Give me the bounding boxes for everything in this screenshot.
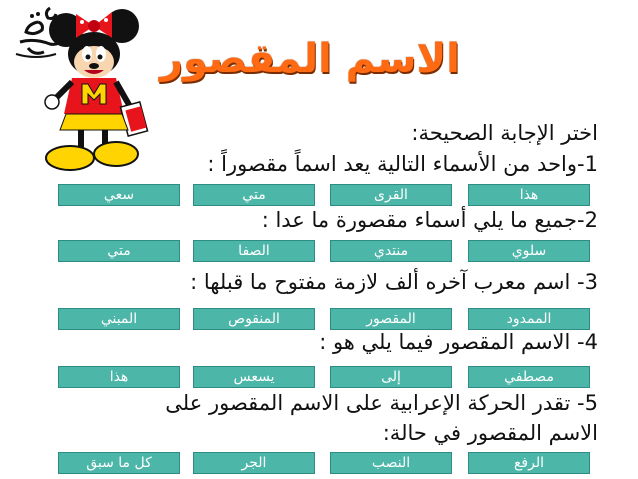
question-2-option-4[interactable]: متي	[58, 240, 180, 262]
question-2-option-3[interactable]: الصفا	[193, 240, 315, 262]
question-2-option-2[interactable]: منتدي	[330, 240, 452, 262]
question-4-option-1[interactable]: مصطفي	[468, 366, 590, 388]
question-3-text: 3- اسم معرب آخره ألف لازمة مفتوح ما قبلها :	[190, 270, 598, 294]
question-4-text: 4- الاسم المقصور فيما يلي هو :	[319, 330, 598, 354]
question-1-text: 1-واحد من الأسماء التالية يعد اسماً مقصوراً :	[207, 152, 598, 176]
question-5-option-3[interactable]: الجر	[193, 452, 315, 474]
question-3-option-1[interactable]: الممدود	[468, 308, 590, 330]
question-1-option-1[interactable]: هذا	[468, 184, 590, 206]
question-4-option-4[interactable]: هذا	[58, 366, 180, 388]
question-5-text-line-2: الاسم المقصور في حالة:	[382, 421, 598, 445]
question-1-option-3[interactable]: متي	[193, 184, 315, 206]
question-3-option-3[interactable]: المنقوص	[193, 308, 315, 330]
question-2-option-1[interactable]: سلوي	[468, 240, 590, 262]
page-title: الاسم المقصور	[160, 36, 460, 82]
question-1-option-4[interactable]: سعي	[58, 184, 180, 206]
question-4-option-2[interactable]: إلى	[330, 366, 452, 388]
question-5-option-2[interactable]: النصب	[330, 452, 452, 474]
question-5-text-line-1: 5- تقدر الحركة الإعرابية على الاسم المقصور على	[165, 391, 598, 415]
question-3-option-2[interactable]: المقصور	[330, 308, 452, 330]
question-5-option-4[interactable]: كل ما سبق	[58, 452, 180, 474]
question-1-option-2[interactable]: القرى	[330, 184, 452, 206]
question-2-text: 2-جميع ما يلي أسماء مقصورة ما عدا :	[261, 208, 598, 232]
instruction-text: اختر الإجابة الصحيحة:	[411, 121, 598, 145]
question-5-option-1[interactable]: الرفع	[468, 452, 590, 474]
question-3-option-4[interactable]: المبني	[58, 308, 180, 330]
question-4-option-3[interactable]: يسعس	[193, 366, 315, 388]
